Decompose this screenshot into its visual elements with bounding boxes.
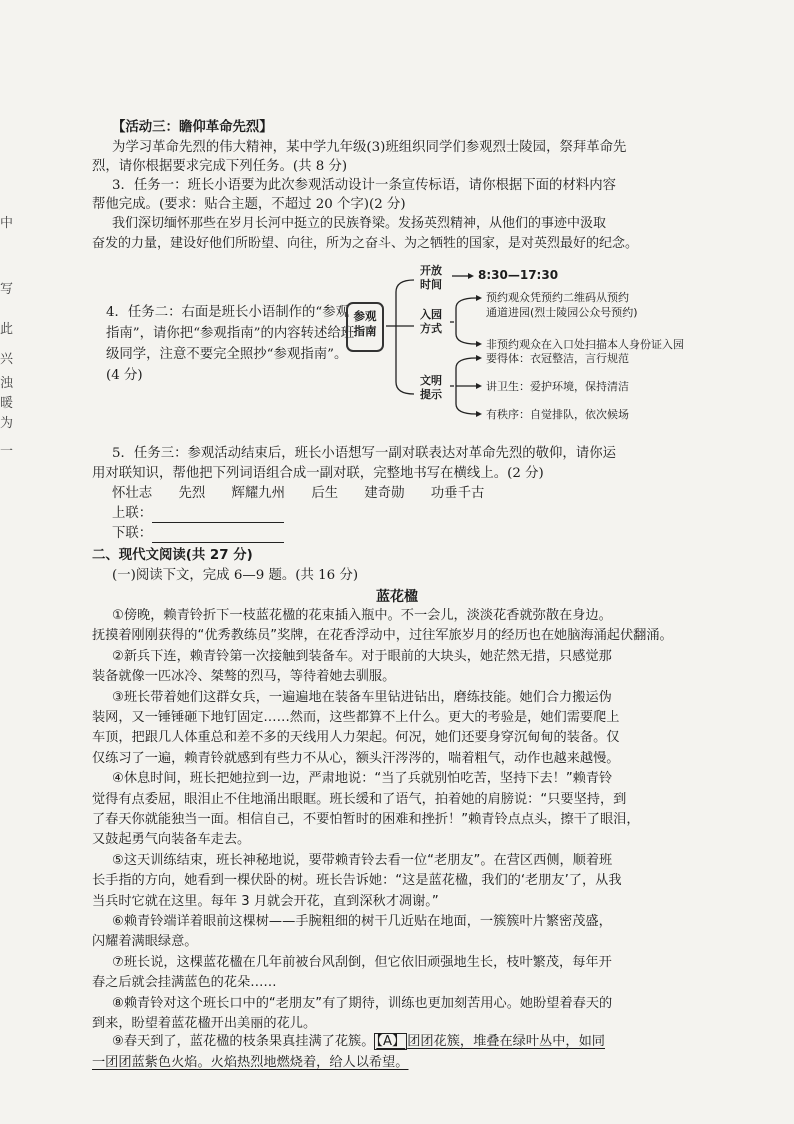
open-time-label: 开放 时间	[420, 264, 442, 291]
lower-couplet-blank[interactable]	[152, 528, 284, 543]
couplet-word: 先烈	[178, 486, 206, 501]
civility-tip: 讲卫生：爱护环境，保持清洁	[486, 380, 629, 393]
story-line: ①傍晚，赖青铃折下一枝蓝花楹的花束插入瓶中。不一会儿，淡淡花香就弥散在身边。	[112, 608, 612, 623]
couplet-word: 建奇勋	[364, 486, 405, 501]
lower-couplet-label: 下联：	[112, 526, 153, 541]
upper-couplet-row	[112, 504, 284, 523]
story-line: ⑤这天训练结束，班长神秘地说，要带赖青铃去看一位“老朋友”。在营区西侧，顺着班	[112, 852, 613, 868]
margin-char: 写	[0, 282, 14, 297]
story-line: 了春天你就能独当一面。相信自己，不要怕暂时的困难和挫折！”赖青铃点点头，擦干了眼泪，	[92, 812, 640, 827]
story-line: 长手指的方向，她看到一棵伏卧的树。班长告诉她：“这是蓝花楹，我们的‘老朋友’了，从我	[92, 873, 622, 889]
story-line: 装备就像一匹冰冷、桀骜的烈马，等待着她去驯服。	[92, 669, 396, 685]
margin-char: 暖	[0, 396, 14, 411]
question-3: 3．任务一：班长小语要为此次参观活动设计一条宣传标语，请你根据下面的材料内容	[112, 178, 616, 193]
q3-material: 奋发的力量，建设好他们所盼望、向往，所为之奋斗、为之牺牲的国家，是对英烈最好的纪念。	[92, 236, 639, 251]
civility-label: 文明 提示	[420, 374, 442, 401]
open-time-value: 8:30—17:30	[478, 268, 559, 282]
activity-intro: 为学习革命先烈的伟大精神，某中学九年级(3)班组织同学们参观烈士陵园，祭拜革命先	[112, 140, 627, 155]
story-line: 装网，又一锤锤砸下地钉固定……然而，这些都算不上什么。更大的考验是，她们需要爬上	[92, 710, 620, 725]
activity-intro: 烈，请你根据要求完成下列任务。(共 8 分)	[92, 159, 348, 174]
section-sub: (一)阅读下文，完成 6—9 题。(共 16 分)	[112, 568, 359, 583]
entry-reserved: 预约观众凭预约二维码从预约 通道进园(烈士陵园公众号预约)	[486, 291, 638, 319]
couplet-word: 功垂千古	[430, 486, 485, 501]
story-line: 车顶，把跟几人体重总和差不多的天线用人力架起。何况，她们还要身穿沉甸甸的装备。仅	[92, 730, 620, 746]
couplet-words	[112, 484, 506, 503]
margin-char: 中	[0, 216, 14, 231]
question-4: 4．任务二：右面是班长小语制作的“参观指南”，请你把“参观指南”的内容转述给班级同学，注意不要完全照抄“参观指南”。(4 分)	[106, 305, 355, 383]
q3-material: 我们深切缅怀那些在岁月长河中挺立的民族脊梁。发扬英烈精神，从他们的事迹中汲取	[112, 216, 607, 231]
couplet-word: 怀壮志	[112, 486, 153, 501]
story-line: ⑥赖青铃端详着眼前这棵树——手腕粗细的树干几近贴在地面，一簇簇叶片繁密茂盛，	[112, 914, 612, 929]
couplet-word: 辉耀九州	[231, 486, 286, 501]
story-line: ③班长带着她们这群女兵，一遍遍地在装备车里钻进钻出，磨练技能。她们合力搬运伪	[112, 689, 612, 705]
story-line: ②新兵下连，赖青铃第一次接触到装备车。对于眼前的大块头，她茫然无措，只感觉那	[112, 648, 612, 664]
question-5: 5．任务三：参观活动结束后，班长小语想写一副对联表达对革命先烈的敬仰，请你运	[112, 446, 616, 461]
margin-char: 一	[0, 444, 14, 459]
story-line: ⑧赖青铃对这个班长口中的“老朋友”有了期待，训练也更加刻苦用心。她盼望着春天的	[112, 995, 613, 1011]
section-heading: 二、现代文阅读(共 27 分)	[92, 548, 253, 563]
lower-couplet-row	[112, 524, 284, 543]
visit-guide-diagram	[340, 262, 760, 432]
annotation-a: 【A】 团团花簇，堆叠在绿叶丛中，如同	[376, 1034, 605, 1049]
story-line: 抚摸着刚刚获得的“优秀教练员”奖牌，在花香浮动中，过往军旅岁月的经历也在她脑海涌起伏翻涌。	[92, 628, 673, 644]
story-line: ⑦班长说，这棵蓝花楹在几年前被台风刮倒，但它依旧顽强地生长，枝叶繁茂，每年开	[112, 954, 612, 970]
story-line: 到来，盼望着蓝花楹开出美丽的花儿。	[92, 1016, 317, 1031]
question-3: 帮他完成。(要求：贴合主题，不超过 20 个字)(2 分)	[92, 197, 406, 212]
story-line-underlined: 一团团蓝紫色火焰。火焰热烈地燃烧着，给人以希望。	[92, 1055, 409, 1070]
margin-char: 浊	[0, 376, 14, 391]
entry-label: 入园 方式	[420, 308, 442, 335]
margin-char: 此	[0, 322, 14, 337]
civility-tip: 要得体：衣冠整洁，言行规范	[486, 352, 629, 365]
guide-title: 参观 指南	[346, 302, 384, 352]
margin-char: 为	[0, 416, 14, 431]
upper-couplet-blank[interactable]	[152, 508, 284, 523]
couplet-word: 后生	[311, 486, 339, 501]
story-title: 蓝花楹	[376, 589, 418, 605]
story-line: 觉得有点委屈，眼泪止不住地涌出眼眶。班长缓和了语气，拍着她的肩膀说：“只要坚持，到	[92, 791, 627, 807]
question-5: 用对联知识，帮他把下列词语组合成一副对联，完整地书写在横线上。(2 分)	[92, 466, 544, 481]
story-line: 又鼓起勇气向装备车走去。	[92, 832, 251, 848]
story-line: 仅练习了一遍，赖青铃就感到有些力不从心，额头汗涔涔的，喘着粗气，动作也越来越慢。	[92, 750, 620, 766]
margin-char: 兴	[0, 352, 14, 367]
upper-couplet-label: 上联：	[112, 506, 153, 521]
activity-heading: 【活动三：瞻仰革命先烈】	[112, 120, 273, 135]
entry-unreserved: 非预约观众在入口处扫描本人身份证入园	[486, 338, 684, 351]
civility-tip: 有秩序：自觉排队，依次候场	[486, 408, 629, 421]
story-line: 春之后就会挂满蓝色的花朵……	[92, 975, 277, 991]
story-line: 闪耀着满眼绿意。	[92, 934, 198, 950]
story-line: ⑨春天到了，蓝花楹的枝条果真挂满了花簇。 【A】 团团花簇，堆叠在绿叶丛中，如同	[112, 1034, 605, 1049]
story-line: ④休息时间，班长把她拉到一边，严肃地说：“当了兵就别怕吃苦，坚持下去！”赖青铃	[112, 771, 613, 787]
story-line: 当兵时它就在这里。每年 3 月就会开花，直到深秋才凋谢。”	[92, 893, 439, 909]
